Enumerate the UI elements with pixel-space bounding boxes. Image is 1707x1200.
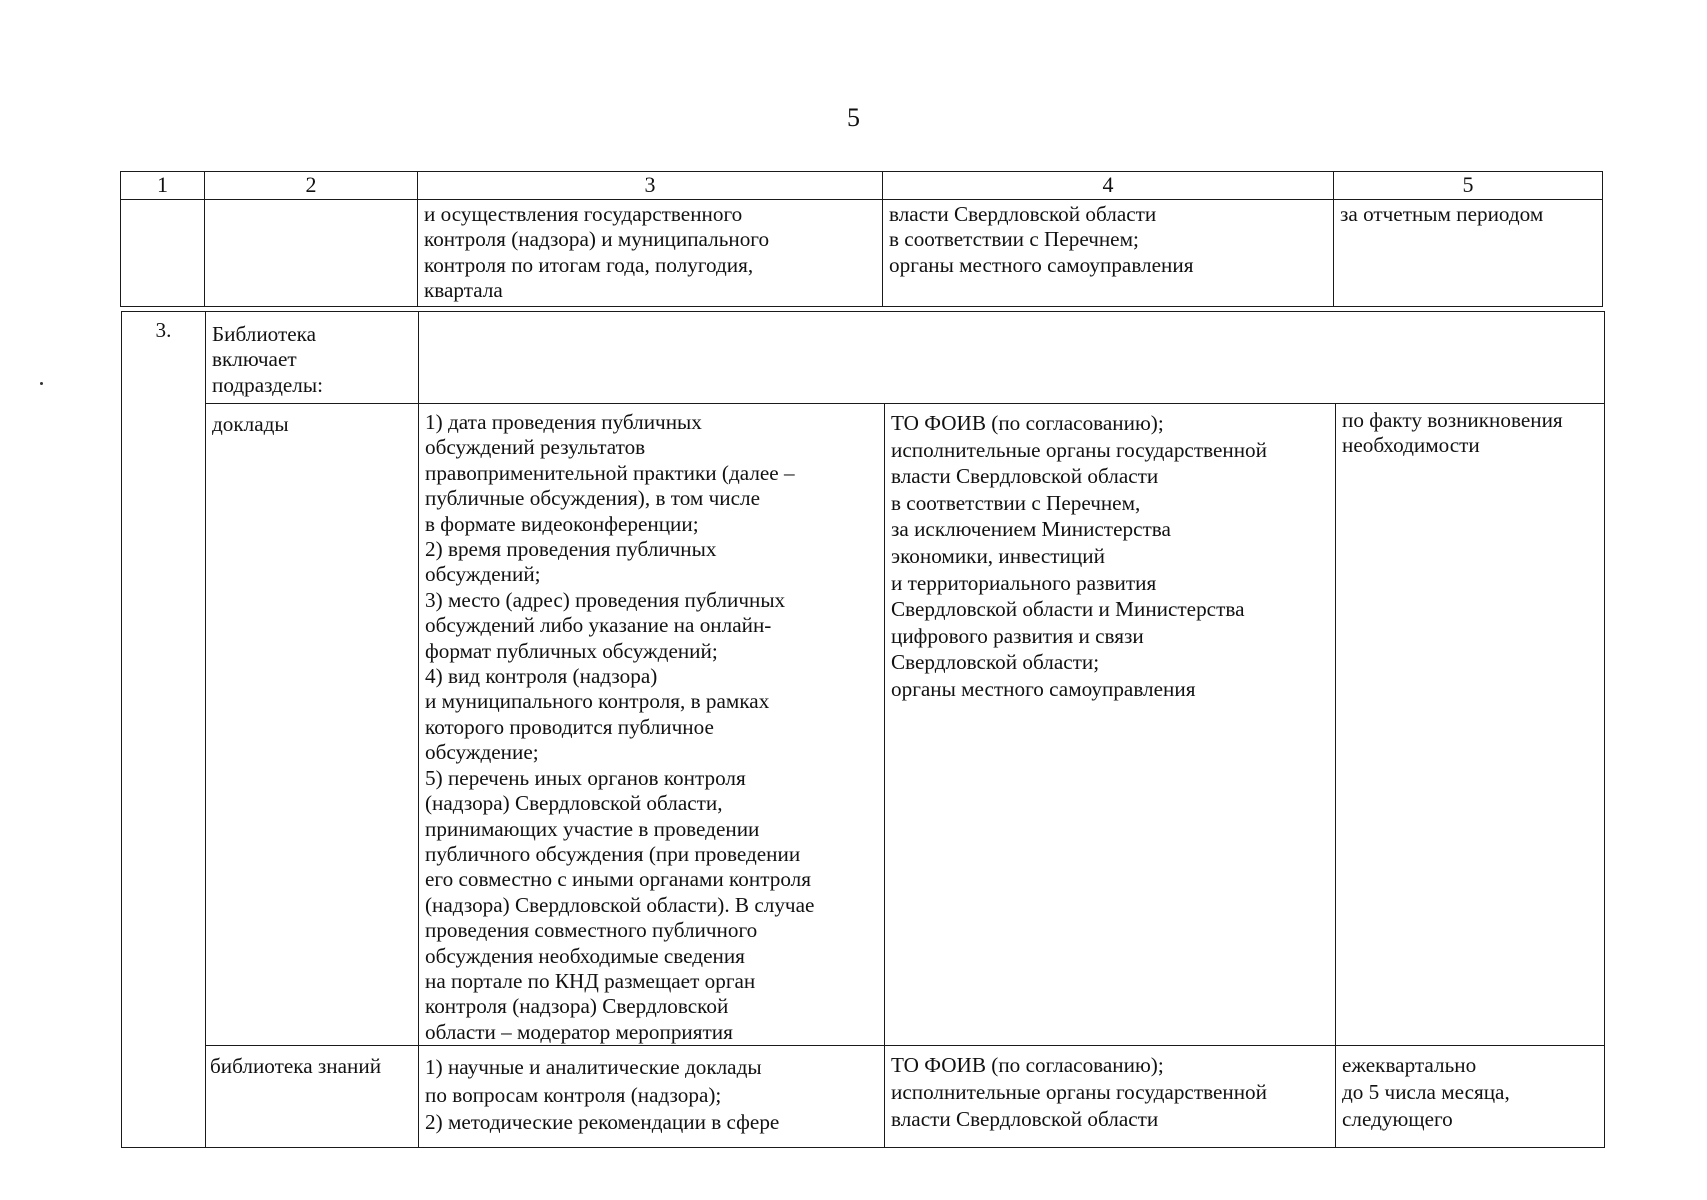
row-content-cell: и осуществления государственного контроля (надзора) и муниципального контроля по итогам года, полугодия, квартала bbox=[418, 200, 883, 307]
column-number-1: 1 bbox=[121, 172, 205, 200]
page-number: 5 bbox=[847, 103, 860, 132]
column-number-5: 5 bbox=[1334, 172, 1603, 200]
section-header-row bbox=[122, 312, 1605, 404]
table-row bbox=[122, 1046, 1605, 1148]
table-row bbox=[121, 200, 1603, 307]
column-number-4: 4 bbox=[883, 172, 1334, 200]
stray-mark bbox=[40, 382, 43, 385]
row-deadline-cell: за отчетным периодом bbox=[1334, 200, 1603, 307]
row-number-cell bbox=[121, 200, 205, 307]
section-header-empty-cell bbox=[419, 312, 1605, 404]
column-number-3: 3 bbox=[418, 172, 883, 200]
section-title: Библиотека включает подразделы: bbox=[206, 312, 419, 404]
table-row bbox=[122, 404, 1605, 1046]
table-continuation bbox=[120, 171, 1603, 307]
section-number: 3. bbox=[122, 312, 206, 1148]
row-responsible-cell: власти Свердловской области в соответствии с Перечнем; органы местного самоуправления bbox=[883, 200, 1334, 307]
column-number-row bbox=[121, 172, 1603, 200]
row-content-cell: 1) дата проведения публичных обсуждений результатов правоприменительной практики (далее – публичные обсуждения), в том числе в формате видеоконференции; 2) время проведения публичных обсуждений; 3) место (адрес) проведения публичных обсуждений либо указание на онлайн- формат публичных обсуждений; 4) вид контроля (надзора) и муниципального контроля, в рамках которого проводится публичное обсуждение; 5) перечень иных органов контроля (надзора) Свердловской области, принимающих участие в проведении публичного обсуждения (при проведении его совместно с иными органами контроля (надзора) Свердловской области). В случае проведения совместного публичного обсуждения необходимые сведения на портале по КНД размещает орган контроля (надзора) Свердловской области – модератор мероприятия bbox=[419, 404, 885, 1046]
column-number-2: 2 bbox=[205, 172, 418, 200]
row-content-cell: 1) научные и аналитические доклады по вопросам контроля (надзора); 2) методические рекомендации в сфере bbox=[419, 1046, 885, 1148]
row-deadline-cell: ежеквартально до 5 числа месяца, следующего bbox=[1336, 1046, 1605, 1148]
row-name-cell bbox=[205, 200, 418, 307]
table-section-3 bbox=[121, 311, 1605, 1148]
row-deadline-cell: по факту возникновения необходимости bbox=[1336, 404, 1605, 1046]
row-name-cell: доклады bbox=[206, 404, 419, 1046]
row-responsible-cell: ТО ФОИВ (по согласованию); исполнительные органы государственной власти Свердловской области bbox=[885, 1046, 1336, 1148]
row-responsible-cell: ТО ФОИВ (по согласованию); исполнительные органы государственной власти Свердловской области в соответствии с Перечнем, за исключением Министерства экономики, инвестиций и территориального развития Свердловской области и Министерства цифрового развития и связи Свердловской области; органы местного самоуправления bbox=[885, 404, 1336, 1046]
row-name-cell: библиотека знаний bbox=[206, 1046, 419, 1148]
